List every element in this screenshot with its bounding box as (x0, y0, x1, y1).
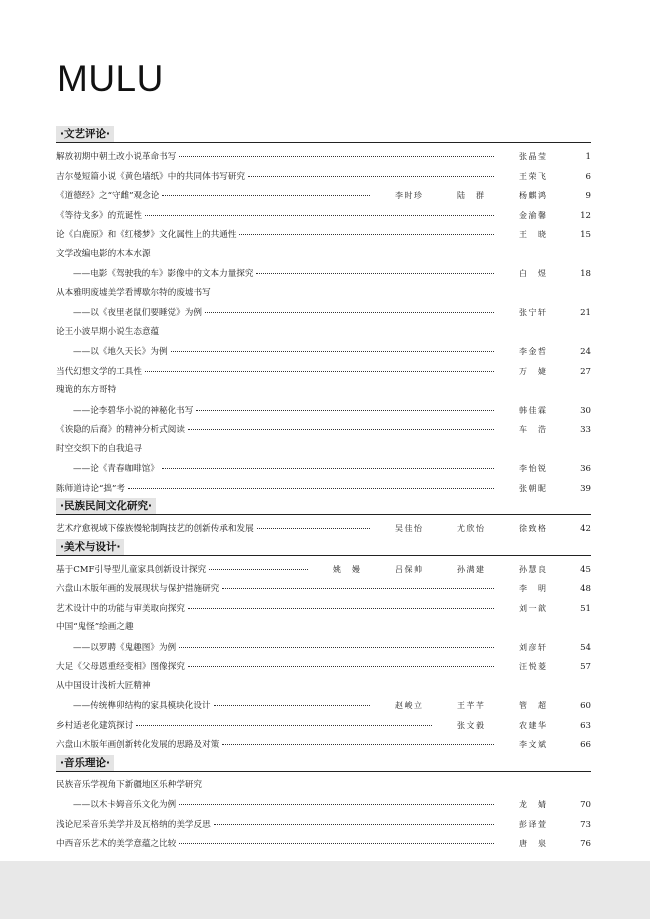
dot-leader (222, 588, 494, 589)
toc-entry[interactable] (56, 519, 591, 539)
dot-leader (205, 312, 494, 313)
entry-title: 民族音乐学视角下新疆地区乐种学研究 (56, 779, 203, 790)
entry-page-number: 18 (580, 269, 591, 279)
dot-leader (179, 156, 494, 157)
toc-entry[interactable] (56, 834, 591, 854)
entry-title: ——论《青春咖啡馆》 (73, 464, 159, 474)
dot-leader (222, 744, 494, 745)
toc-entry[interactable] (56, 459, 591, 479)
entry-author: 白 煜 (519, 269, 548, 278)
entry-author: 吕保帅 (395, 564, 424, 574)
section-heading-label: ·文艺评论· (56, 126, 114, 142)
section-heading (56, 541, 591, 556)
entry-authors (373, 186, 559, 206)
entry-page-number: 12 (580, 210, 591, 221)
toc-entry[interactable] (56, 303, 591, 323)
entry-author: 吴佳怡 (395, 524, 424, 533)
toc-entry-title-line (56, 245, 591, 265)
entry-title: ——传统榫卯结构的家具模块化设计 (73, 701, 211, 711)
entry-author: 王 晓 (519, 230, 548, 239)
entry-authors (497, 795, 559, 815)
toc-entry[interactable] (56, 560, 591, 580)
toc-entry-title-line (56, 381, 591, 401)
entry-title: ——论李碧华小说的神秘化书写 (73, 405, 194, 416)
entry-authors (497, 225, 559, 245)
dot-leader (214, 824, 494, 825)
toc-entry[interactable] (56, 225, 591, 245)
entry-authors (373, 519, 559, 539)
toc-entry[interactable] (56, 401, 591, 421)
entry-author: 李金哲 (519, 347, 548, 356)
dot-leader (188, 666, 494, 667)
dot-leader (248, 176, 494, 177)
dot-leader (179, 804, 494, 805)
toc-entry-title-line (56, 618, 591, 638)
entry-authors (497, 834, 559, 854)
toc-entry[interactable] (56, 815, 591, 835)
entry-title: 文学改编电影的木本水源 (56, 248, 151, 259)
section-heading (56, 128, 591, 143)
entry-page-number: 70 (580, 800, 591, 810)
entry-title: ——电影《驾驶我的车》影像中的文本力量探究 (73, 269, 254, 279)
entry-title: 吉尔曼短篇小说《黄色墙纸》中的共同体书写研究 (56, 171, 246, 182)
entry-author: 刘一歆 (519, 603, 548, 613)
entry-page-number: 21 (580, 308, 591, 318)
section-heading (56, 757, 591, 772)
toc-entry[interactable] (56, 735, 591, 755)
entry-authors (497, 342, 559, 362)
entry-page-number: 27 (580, 366, 591, 377)
toc-entry-title-line (56, 323, 591, 343)
entry-page-number: 30 (580, 405, 591, 416)
entry-author: 龙 婧 (519, 800, 548, 809)
entry-title: 艺术设计中的功能与审美取向探究 (56, 603, 185, 614)
entry-author: 孙满建 (457, 564, 486, 574)
entry-author: 李怡锐 (519, 464, 548, 473)
entry-title: ——以罗聘《鬼趣图》为例 (73, 642, 177, 653)
entry-title: ——以《夜里老鼠们要睡觉》为例 (73, 308, 202, 318)
entry-title: 《诶隐的后裔》的精神分析式阅读 (56, 425, 185, 435)
entry-title: 六盘山木版年画的发展现状与保护措施研究 (56, 584, 220, 594)
entry-page-number: 48 (580, 584, 591, 594)
entry-title: ——以《地久天长》为例 (73, 347, 168, 357)
entry-page-number: 63 (580, 720, 591, 731)
entry-author: 管 超 (519, 701, 548, 710)
toc-entry[interactable] (56, 147, 591, 167)
entry-author: 王荣飞 (519, 171, 548, 181)
dot-leader (257, 528, 370, 529)
entry-authors (497, 735, 559, 755)
entry-page-number: 33 (580, 425, 591, 435)
toc-entry[interactable] (56, 206, 591, 226)
entry-page-number: 42 (580, 524, 591, 534)
toc-entry-title-line (56, 440, 591, 460)
toc-entry[interactable] (56, 479, 591, 499)
entry-author: 刘彦轩 (519, 642, 548, 652)
dot-leader (162, 468, 494, 469)
entry-authors (497, 167, 559, 187)
entry-title: 六盘山木版年画创新转化发展的思路及对策 (56, 740, 220, 750)
entry-author: 李时珍 (395, 191, 424, 200)
entry-authors (497, 401, 559, 421)
entry-page-number: 24 (580, 347, 591, 357)
entry-page-number: 54 (580, 642, 591, 653)
entry-title: 基于CMF引导型儿童家具创新设计探究 (56, 564, 207, 575)
entry-page-number: 15 (580, 230, 591, 240)
entry-author: 陆 群 (457, 191, 486, 200)
entry-title: 中西音乐艺术的美学意蕴之比较 (56, 839, 177, 849)
toc-entry[interactable] (56, 264, 591, 284)
entry-author: 唐 泉 (519, 839, 548, 848)
dot-leader (214, 705, 370, 706)
entry-page-number: 36 (580, 464, 591, 474)
entry-page-number: 39 (580, 483, 591, 494)
entry-title: 浅论尼采音乐美学并及瓦格纳的美学反思 (56, 819, 211, 830)
entry-title: 瑰诡的东方哥特 (56, 385, 117, 395)
entry-title: 艺术疗愈视域下傣族慢轮制陶技艺的创新传承和发展 (56, 524, 254, 534)
entry-author: 李文斌 (519, 740, 548, 749)
entry-authors (497, 459, 559, 479)
entry-title: 乡村适老化建筑探讨 (56, 720, 134, 731)
entry-author: 张晶莹 (519, 152, 548, 161)
entry-authors (311, 560, 559, 580)
entry-title: 中国“鬼怪”绘画之趣 (56, 622, 134, 632)
entry-authors (497, 147, 559, 167)
dot-leader (196, 410, 494, 411)
entry-author: 彭译萱 (519, 819, 548, 829)
dot-leader (145, 371, 494, 372)
toc-entry[interactable] (56, 696, 591, 716)
toc-entry[interactable] (56, 167, 591, 187)
entry-page-number: 76 (580, 839, 591, 849)
toc-entry[interactable] (56, 579, 591, 599)
page-title: MULU (57, 58, 164, 99)
entry-author: 尤欣怡 (457, 524, 486, 533)
entry-authors (497, 479, 559, 499)
entry-authors (497, 638, 559, 658)
entry-title: 《等待戈多》的荒诞性 (56, 210, 142, 221)
entry-author: 姚 嫚 (333, 564, 362, 574)
toc-entry[interactable] (56, 342, 591, 362)
entry-title: 论王小波早期小说生态意蕴 (56, 326, 160, 337)
entry-authors (497, 303, 559, 323)
toc-entry[interactable] (56, 186, 591, 206)
section-heading-label: ·美术与设计· (56, 539, 124, 555)
entry-page-number: 45 (580, 564, 591, 575)
entry-author: 农建华 (519, 720, 548, 730)
entry-author: 张文毅 (457, 720, 486, 730)
dot-leader (209, 569, 308, 570)
entry-page-number: 9 (585, 191, 591, 201)
dot-leader (239, 234, 494, 235)
entry-title: 当代幻想文学的工具性 (56, 366, 142, 377)
entry-authors (435, 716, 559, 736)
entry-authors (497, 657, 559, 677)
toc-entry[interactable] (56, 599, 591, 619)
entry-author: 孙慧良 (519, 564, 548, 574)
toc-entry-title-line (56, 776, 591, 796)
entry-author: 汪悦菱 (519, 662, 548, 671)
entry-authors (373, 696, 559, 716)
toc-entry-title-line (56, 284, 591, 304)
dot-leader (145, 215, 494, 216)
entry-title: 从中国设计浅析大匠精神 (56, 680, 151, 691)
entry-authors (497, 264, 559, 284)
dot-leader (162, 195, 370, 196)
entry-title: 解放初期中朝土改小说革命书写 (56, 152, 177, 162)
entry-page-number: 1 (585, 152, 591, 162)
table-of-contents (56, 126, 591, 854)
entry-page-number: 73 (580, 819, 591, 830)
entry-title: 论《白鹿原》和《红楼梦》文化属性上的共通性 (56, 230, 237, 240)
entry-author: 王芊芊 (457, 701, 486, 710)
entry-title: 从本雅明废墟美学看博歇尔特的废墟书写 (56, 287, 211, 298)
entry-author: 韩佳霖 (519, 405, 548, 415)
entry-authors (497, 599, 559, 619)
dot-leader (179, 843, 494, 844)
entry-author: 杨麒鸿 (519, 191, 548, 200)
entry-author: 李 明 (519, 584, 548, 593)
entry-author: 赵峻立 (395, 701, 424, 710)
entry-title: 陈师道诗论“拙”考 (56, 483, 125, 494)
entry-authors (497, 420, 559, 440)
toc-entry[interactable] (56, 716, 591, 736)
entry-page-number: 66 (580, 740, 591, 750)
dot-leader (188, 608, 494, 609)
toc-entry[interactable] (56, 420, 591, 440)
entry-authors (497, 815, 559, 835)
entry-authors (497, 579, 559, 599)
dot-leader (256, 273, 494, 274)
entry-author: 车 浩 (519, 425, 548, 434)
entry-author: 徐致格 (519, 524, 548, 533)
section-heading-label: ·音乐理论· (56, 755, 114, 771)
dot-leader (171, 351, 494, 352)
entry-page-number: 6 (585, 171, 591, 182)
section-heading-label: ·民族民间文化研究· (56, 498, 156, 514)
entry-title: 《道德经》之“守雌”观念论 (56, 191, 160, 201)
toc-entry[interactable] (56, 638, 591, 658)
footer-band (0, 861, 650, 919)
entry-title: ——以木卡姆音乐文化为例 (73, 800, 177, 810)
dot-leader (179, 647, 494, 648)
section-heading (56, 500, 591, 515)
entry-title: 大足《父母恩重经变相》图像探究 (56, 662, 185, 672)
entry-page-number: 51 (580, 603, 591, 614)
dot-leader (136, 725, 432, 726)
entry-page-number: 60 (580, 701, 591, 711)
toc-entry[interactable] (56, 657, 591, 677)
entry-author: 张宁轩 (519, 308, 548, 317)
entry-author: 金渝馨 (519, 210, 548, 220)
entry-page-number: 57 (580, 662, 591, 672)
entry-authors (497, 362, 559, 382)
entry-title: 时空交织下的自我追寻 (56, 443, 142, 454)
dot-leader (188, 429, 494, 430)
entry-authors (497, 206, 559, 226)
entry-author: 张朝昵 (519, 483, 548, 493)
toc-entry[interactable] (56, 362, 591, 382)
toc-entry-title-line (56, 677, 591, 697)
dot-leader (128, 488, 494, 489)
toc-entry[interactable] (56, 795, 591, 815)
entry-author: 万 婕 (519, 366, 548, 376)
